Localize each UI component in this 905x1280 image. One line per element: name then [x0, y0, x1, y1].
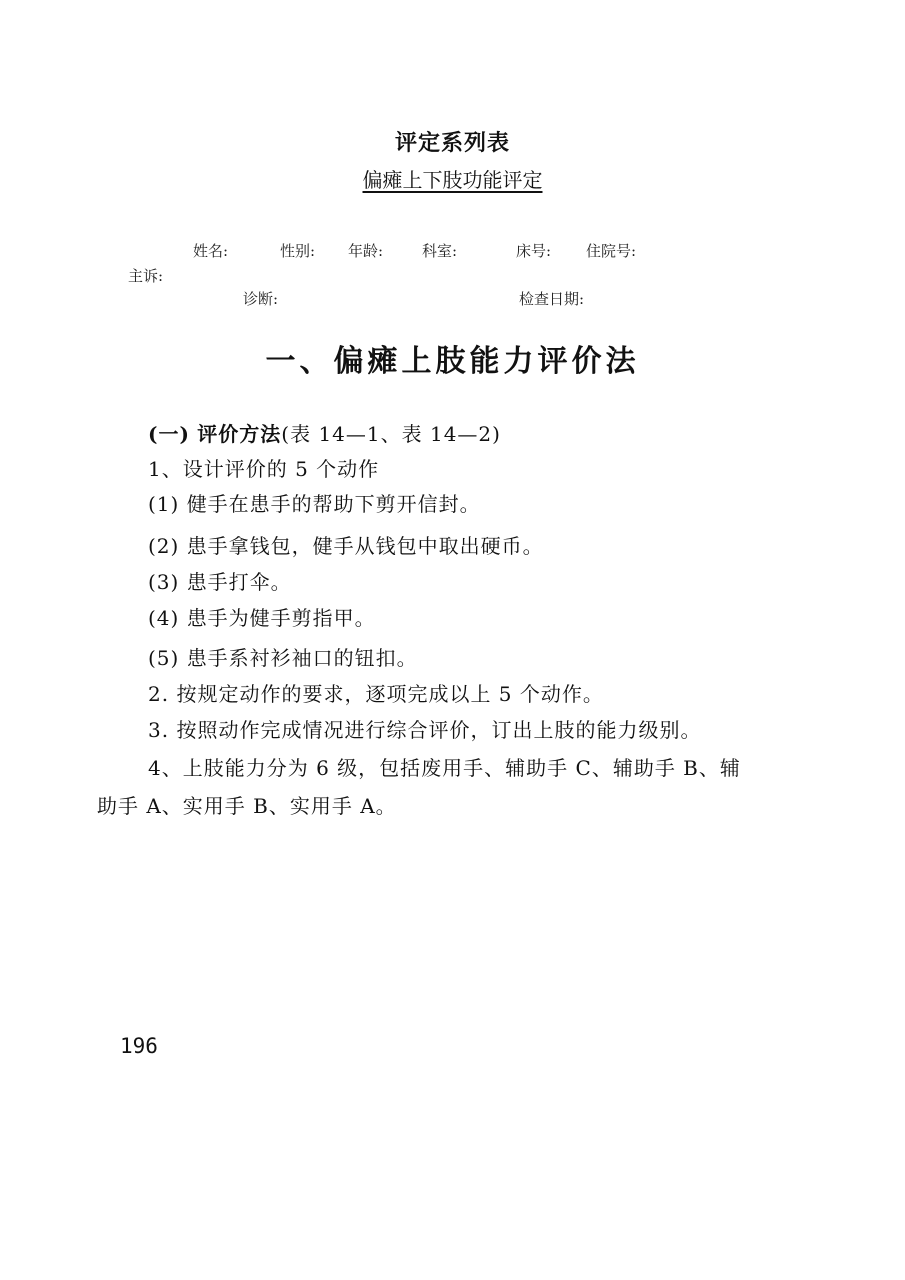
subsection-title [148, 418, 501, 447]
body-line: 4、上肢能力分为 6 级，包括废用手、辅助手 C、辅助手 B、辅 [148, 756, 741, 780]
body-line: 2. 按规定动作的要求，逐项完成以上 5 个动作。 [148, 682, 604, 706]
subsection-table-ref: (表 14—1、表 14—2) [281, 422, 501, 446]
diagnosis-field-label: 诊断: [243, 290, 279, 308]
body-line: 3. 按照动作完成情况进行综合评价，订出上肢的能力级别。 [148, 718, 702, 742]
body-line: (4) 患手为健手剪指甲。 [148, 606, 376, 630]
complaint-field-label: 主诉: [128, 267, 164, 285]
exam-date-field-label: 检查日期: [519, 290, 585, 308]
age-field-label: 年龄: [348, 242, 384, 260]
bed-field-label: 床号: [516, 242, 552, 260]
section-heading: 一、偏瘫上肢能力评价法 [265, 344, 640, 379]
body-line: 助手 A、实用手 B、实用手 A。 [97, 794, 397, 818]
department-field-label: 科室: [422, 242, 458, 260]
subsection-name: 评价方法 [197, 422, 282, 446]
form-subtitle-text: 偏瘫上下肢功能评定 [362, 168, 543, 192]
gender-field-label: 性别: [280, 242, 316, 260]
name-field-label: 姓名: [193, 242, 229, 260]
admission-field-label: 住院号: [586, 242, 637, 260]
body-line: (5) 患手系衬衫袖口的钮扣。 [148, 646, 418, 670]
form-title: 评定系列表 [394, 131, 510, 156]
body-line: (2) 患手拿钱包，健手从钱包中取出硬币。 [148, 534, 544, 558]
body-line: 1、设计评价的 5 个动作 [148, 457, 380, 481]
body-line: (3) 患手打伞。 [148, 570, 292, 594]
subsection-number: (一) [148, 422, 190, 446]
form-subtitle [0, 164, 905, 193]
body-line: (1) 健手在患手的帮助下剪开信封。 [148, 492, 481, 516]
page-number: 196 [120, 1034, 158, 1058]
